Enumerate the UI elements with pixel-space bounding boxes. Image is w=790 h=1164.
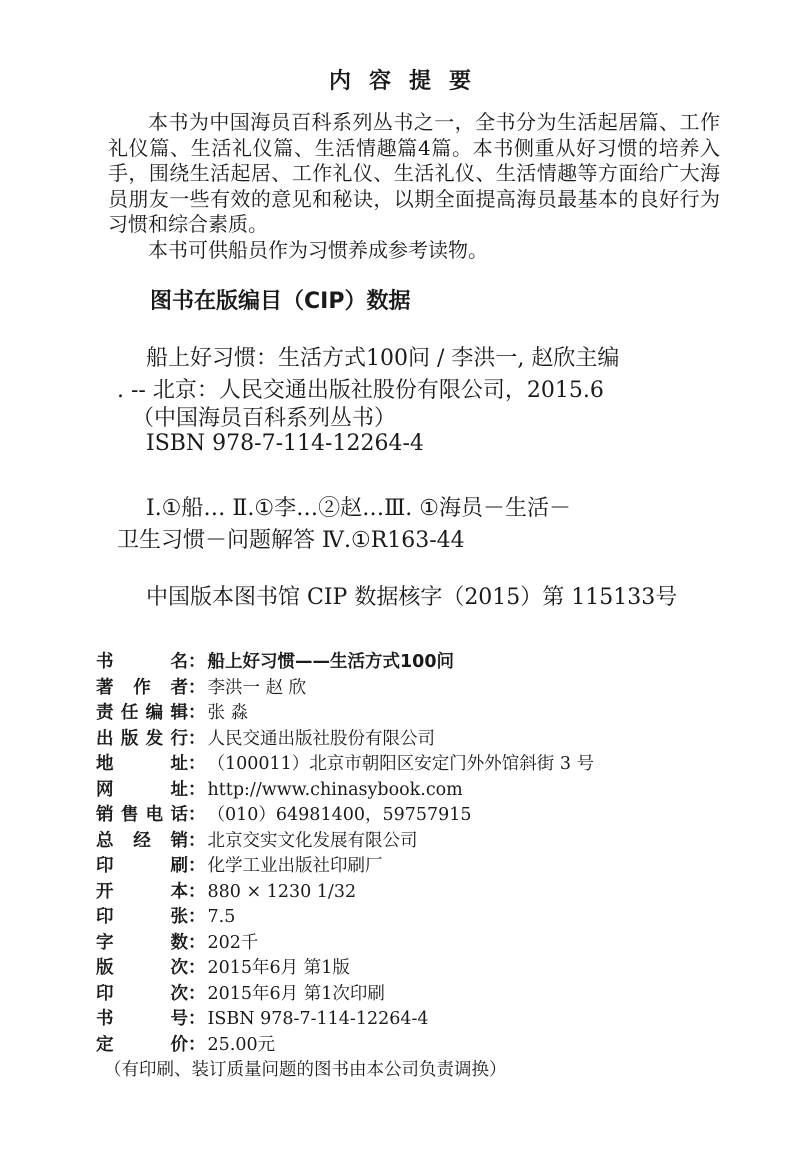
imprint-row (96, 829, 736, 855)
imprint-value: 2015年6月 第1次印刷 (207, 983, 385, 1004)
imprint-row (96, 752, 736, 778)
imprint-label: 定价 (96, 1034, 188, 1055)
imprint-label: 印张 (96, 907, 188, 927)
imprint-label: 书号 (96, 1009, 188, 1029)
imprint-colon: ： (188, 677, 206, 698)
imprint-value: 李洪一 赵 欣 (207, 677, 307, 698)
imprint-value: 化学工业出版社印刷厂 (207, 856, 383, 876)
summary-title: 内容提要 (328, 69, 489, 94)
imprint-label: 出版发行 (96, 728, 188, 749)
imprint-label: 印刷 (96, 856, 188, 876)
imprint-row (96, 778, 736, 804)
imprint-colon: ： (188, 830, 206, 851)
imprint-colon: ： (188, 728, 206, 749)
imprint-row (96, 880, 736, 906)
imprint-value: 北京交实文化发展有限公司 (207, 830, 418, 851)
imprint-value: 人民交通出版社股份有限公司 (207, 728, 435, 749)
imprint-row (96, 727, 736, 753)
imprint-value: 880 × 1230 1/32 (207, 881, 357, 902)
imprint-label: 责任编辑 (96, 703, 188, 723)
imprint-label: 销售电话 (96, 805, 188, 825)
imprint-label: 网址 (96, 779, 188, 800)
imprint-value: http://www.chinasybook.com (207, 779, 463, 800)
imprint-label: 书名 (96, 652, 188, 672)
imprint-value: 船上好习惯——生活方式100问 (207, 652, 455, 672)
imprint-label: 印次 (96, 983, 188, 1004)
imprint-label: 版次 (96, 958, 188, 978)
imprint-colon: ： (188, 983, 206, 1004)
imprint-colon: ： (188, 779, 206, 800)
imprint-colon: ： (188, 958, 206, 978)
imprint-block (96, 650, 736, 1084)
imprint-row (96, 1007, 736, 1033)
imprint-row (96, 905, 736, 931)
imprint-value: 张 淼 (207, 703, 249, 723)
imprint-value: （010）64981400，59757915 (207, 805, 472, 825)
imprint-value: （100011）北京市朝阳区安定门外外馆斜街 3 号 (207, 754, 595, 774)
imprint-row (96, 956, 736, 982)
summary-paragraph-2: 本书可供船员作为习惯养成参考读物。 (148, 237, 488, 262)
imprint-colon: ： (188, 932, 206, 953)
imprint-colon: ： (188, 1034, 206, 1055)
summary-body (108, 110, 720, 263)
imprint-colon: ： (188, 754, 206, 774)
imprint-row (96, 803, 736, 829)
imprint-colon: ： (188, 881, 206, 902)
imprint-note: （有印刷、装订质量问题的图书由本公司负责调换） (104, 1060, 507, 1080)
imprint-row (96, 650, 736, 676)
cip-publisher-line: . -- 北京：人民交通出版社股份有限公司，2015.6 (117, 378, 604, 403)
cip-classification-line-2: 卫生习惯－问题解答 Ⅳ.①R163-44 (117, 528, 465, 553)
cip-series-line: （中国海员百科系列丛书） (132, 406, 397, 431)
imprint-colon: ： (188, 652, 206, 672)
imprint-row (96, 676, 736, 702)
imprint-row (96, 982, 736, 1008)
cip-classification-line-1: Ⅰ.①船… Ⅱ.①李…②赵…Ⅲ. ①海员－生活－ (146, 496, 571, 521)
imprint-rows (96, 650, 736, 1058)
imprint-colon: ： (188, 856, 206, 876)
imprint-label: 总经销 (96, 830, 188, 851)
imprint-colon: ： (188, 1009, 206, 1029)
imprint-value: 25.00元 (207, 1034, 276, 1055)
imprint-label: 地址 (96, 754, 188, 774)
imprint-colon: ： (188, 805, 206, 825)
imprint-value: 2015年6月 第1版 (207, 958, 350, 978)
imprint-value: 202千 (207, 932, 259, 953)
imprint-colon: ： (188, 703, 206, 723)
imprint-label: 著作者 (96, 677, 188, 698)
cip-heading: 图书在版编目（CIP）数据 (150, 289, 411, 314)
imprint-row (96, 701, 736, 727)
imprint-label: 开本 (96, 881, 188, 902)
summary-paragraph-1: 本书为中国海员百科系列丛书之一，全书分为生活起居篇、工作礼仪篇、生活礼仪篇、生活情趣篇4篇。本书侧重从好习惯的培养入手，围绕生活起居、工作礼仪、生活礼仪、生活情趣等方面给广大海员朋友一些有效的意见和秘诀，以期全面提高海员最基本的良好行为习惯和综合素质。 (108, 110, 720, 236)
imprint-colon: ： (188, 907, 206, 927)
imprint-value: ISBN 978-7-114-12264-4 (207, 1009, 429, 1029)
imprint-row (96, 931, 736, 957)
imprint-row (96, 1033, 736, 1059)
cip-title-line: 船上好习惯：生活方式100问 / 李洪一, 赵欣主编 (146, 346, 620, 371)
cip-isbn-line: ISBN 978-7-114-12264-4 (146, 431, 424, 456)
imprint-value: 7.5 (207, 907, 236, 927)
imprint-label: 字数 (96, 932, 188, 953)
imprint-row (96, 854, 736, 880)
cip-record-number: 中国版本图书馆 CIP 数据核字（2015）第 115133号 (146, 585, 678, 610)
